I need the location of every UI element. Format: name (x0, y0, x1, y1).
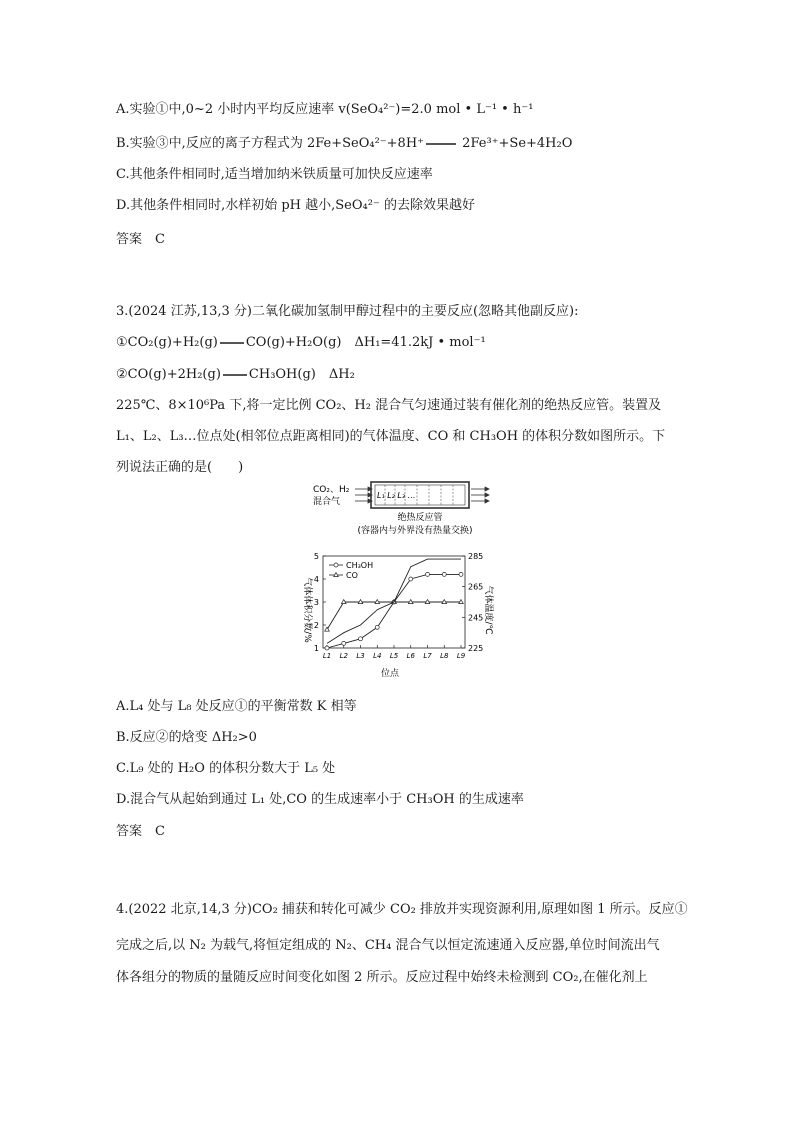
y2-axis-label: 气体温度/℃ (483, 585, 493, 635)
y2-tick-label: 225 (468, 644, 484, 653)
data-point-circle (442, 572, 446, 576)
q2-option-a: A.实验①中,0~2 小时内平均反应速率 v(SeO₄²⁻)=2.0 mol • L⁻¹ • h⁻¹ (116, 102, 534, 117)
y-tick-label: 5 (313, 552, 319, 561)
q2-answer: 答案 C (116, 232, 165, 247)
reaction-1-right: CO(g)+H₂O(g) ΔH₁=41.2kJ • mol⁻¹ (245, 335, 486, 350)
legend-marker (334, 563, 338, 567)
data-point-circle (325, 646, 329, 650)
q3-option-d: D.混合气从起始到通过 L₁ 处,CO 的生成速率小于 CH₃OH 的生成速率 (116, 792, 524, 807)
reaction-2-right: CH₃OH(g) ΔH₂ (248, 367, 355, 382)
q4-line-1: 4.(2022 北京,14,3 分)CO₂ 捕获和转化可减少 CO₂ 排放并实现资源利用,原理如图 1 所示。反应① (116, 902, 688, 917)
equation-right: 2Fe³⁺+Se+4H₂O (462, 136, 573, 151)
q4-line-3: 体各组分的物质的量随反应时间变化如图 2 所示。反应过程中始终未检测到 CO₂,在催化剂上 (116, 970, 648, 985)
q3-option-b: B.反应②的焓变 ΔH₂>0 (116, 730, 257, 745)
x-tick-label: L6 (406, 652, 415, 660)
y2-tick-label: 265 (468, 582, 484, 592)
q3-reaction-2 (116, 363, 355, 382)
data-point-circle (426, 572, 430, 576)
q3-paragraph-line-2: L₁、L₂、L₃…位点处(相邻位点距离相同)的气体温度、CO 和 CH₃OH 的体积分数如图所示。下 (116, 429, 666, 444)
equals-sign (426, 143, 456, 145)
equals-sign (223, 374, 247, 376)
legend-label: CO (346, 571, 358, 580)
q3-reaction-1 (116, 331, 486, 350)
x-tick-label: L1 (322, 652, 332, 660)
q2-option-c: C.其他条件相同时,适当增加纳米铁质量可加快反应速率 (116, 167, 433, 182)
q3-option-a: A.L₄ 处与 L₈ 处反应①的平衡常数 K 相等 (116, 699, 357, 714)
y-tick-label: 2 (313, 621, 319, 630)
q2-option-d: D.其他条件相同时,水样初始 pH 越小,SeO₄²⁻ 的去除效果越好 (116, 198, 475, 213)
tube-note: (容器内与外界没有热量交换) (357, 526, 473, 536)
position-labels: L₁ L₂ L₃ … (377, 491, 416, 500)
data-point-circle (459, 572, 463, 576)
series-line-1 (327, 602, 461, 630)
y-tick-label: 4 (313, 575, 319, 584)
data-point-circle (375, 625, 379, 629)
data-point-circle (359, 637, 363, 641)
equation-left: B.实验③中,反应的离子方程式为 2Fe+SeO₄²⁻+8H⁺ (116, 136, 425, 151)
y2-tick-label: 245 (468, 613, 484, 623)
x-tick-label: L9 (456, 652, 466, 660)
q2-option-b (116, 132, 572, 151)
data-point-circle (409, 577, 413, 581)
x-tick-label: L3 (356, 652, 365, 660)
series-line-0 (327, 574, 461, 648)
legend-marker (334, 573, 339, 577)
y-axis-label: 气体体积分数/% (302, 577, 312, 643)
gas-label-1: CO₂、H₂ (313, 485, 350, 495)
x-tick-label: L5 (389, 652, 399, 660)
q3-option-c: C.L₉ 处的 H₂O 的体积分数大于 L₅ 处 (116, 761, 336, 776)
position-chart (293, 548, 503, 680)
data-point-circle (342, 641, 346, 645)
y2-tick-label: 285 (468, 552, 484, 561)
reactor-diagram (305, 480, 495, 542)
legend-label: CH₃OH (346, 561, 374, 570)
x-tick-label: L4 (373, 652, 382, 660)
gas-label-2: 混合气 (313, 497, 341, 507)
x-tick-label: L7 (423, 652, 432, 660)
x-axis-label: 位点 (380, 669, 400, 679)
inlet-arrows (355, 487, 372, 503)
reaction-2-left: ②CO(g)+2H₂(g) (116, 367, 221, 382)
y-tick-label: 3 (313, 598, 319, 607)
y-tick-label: 1 (313, 644, 319, 653)
q3-answer: 答案 C (116, 824, 165, 839)
q3-stem: 3.(2024 江苏,13,3 分)二氧化碳加氢制甲醇过程中的主要反应(忽略其他副反应): (116, 304, 579, 319)
tube-label: 绝热反应管 (397, 513, 443, 523)
q3-paragraph-line-1: 225℃、8×10⁶Pa 下,将一定比例 CO₂、H₂ 混合气匀速通过装有催化剂的绝热反应管。装置及 (116, 398, 662, 413)
q4-line-2: 完成之后,以 N₂ 为载气,将恒定组成的 N₂、CH₄ 混合气以恒定流速通入反应器,单位时间流出气 (116, 938, 660, 953)
x-tick-label: L8 (440, 652, 449, 660)
outlet-arrows (471, 487, 489, 503)
q3-paragraph-line-3: 列说法正确的是( ) (116, 460, 244, 475)
equals-sign (220, 342, 244, 344)
x-tick-label: L2 (339, 652, 348, 660)
reaction-1-left: ①CO₂(g)+H₂(g) (116, 335, 218, 350)
